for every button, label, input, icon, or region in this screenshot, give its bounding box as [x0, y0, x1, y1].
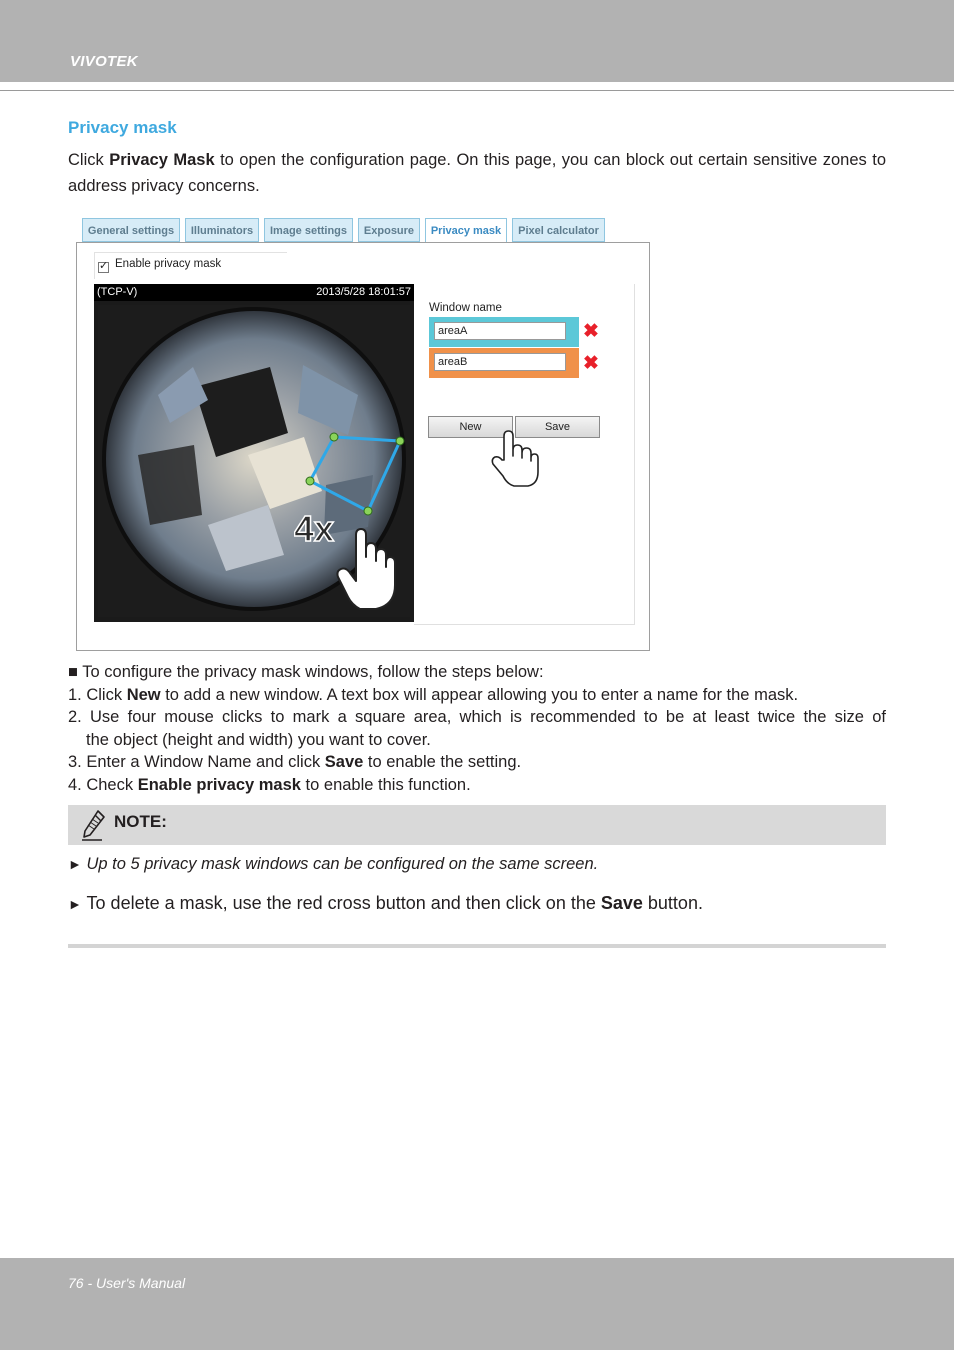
- step-3: 3. Enter a Window Name and click Save to enable the setting.: [68, 753, 522, 771]
- steps-list: [68, 661, 886, 796]
- new-button[interactable]: New: [428, 416, 513, 438]
- tab-privacy-mask[interactable]: Privacy mask: [425, 218, 507, 244]
- delete-mask-icon[interactable]: ✖: [583, 321, 599, 342]
- steps-lead: ■ To configure the privacy mask windows, follow the steps below:: [68, 663, 544, 681]
- privacy-mask-screenshot: [76, 216, 650, 651]
- live-video[interactable]: [94, 284, 414, 622]
- mask-window-row: [429, 317, 579, 347]
- footer-bar: [0, 1258, 954, 1350]
- brand-logo: VIVOTEK: [70, 53, 138, 70]
- header-divider: [0, 90, 954, 91]
- enable-privacy-row: [94, 252, 287, 279]
- hand-pointer-icon: [294, 505, 410, 617]
- enable-privacy-checkbox[interactable]: [98, 262, 109, 273]
- arrow-icon: ►: [68, 896, 82, 912]
- section-divider: [68, 944, 886, 948]
- pencil-icon: [80, 809, 106, 841]
- fisheye-view[interactable]: [98, 305, 410, 617]
- note-banner: [68, 805, 886, 845]
- enable-privacy-label: Enable privacy mask: [115, 258, 222, 270]
- step-2-continued: the object (height and width) you want to cover.: [86, 730, 431, 749]
- tab-general-settings[interactable]: General settings: [82, 218, 180, 242]
- mask-name-input-areaB[interactable]: [434, 353, 566, 371]
- mask-window-row: [429, 348, 579, 378]
- page-number: 76 - User's Manual: [68, 1275, 186, 1291]
- note-line-1: ► Up to 5 privacy mask windows can be configured on the same screen.: [68, 855, 599, 873]
- mask-name-input-areaA[interactable]: [434, 322, 566, 340]
- step-1: 1. Click New to add a new window. A text box will appear allowing you to enter a name for the mask.: [68, 685, 799, 704]
- video-caption-bar: [94, 284, 414, 301]
- tab-illuminators[interactable]: Illuminators: [185, 218, 259, 242]
- video-timestamp: 2013/5/28 18:01:57: [316, 286, 411, 298]
- arrow-icon: ►: [68, 856, 82, 872]
- save-button[interactable]: Save: [515, 416, 600, 438]
- hand-pointer-icon: [490, 430, 540, 488]
- step-4: 4. Check Enable privacy mask to enable this function.: [68, 775, 471, 794]
- note-line-2: ► To delete a mask, use the red cross button and then click on the Save button.: [68, 893, 703, 913]
- window-name-label: Window name: [429, 302, 502, 314]
- section-title: Privacy mask: [68, 118, 177, 137]
- zoom-label: 4x: [294, 508, 335, 549]
- tab-image-settings[interactable]: Image settings: [264, 218, 353, 242]
- delete-mask-icon[interactable]: ✖: [583, 353, 599, 374]
- stream-label: (TCP-V): [97, 286, 138, 298]
- tab-pixel-calculator[interactable]: Pixel calculator: [512, 218, 605, 242]
- header-bar: [0, 0, 954, 82]
- intro-paragraph: Click Privacy Mask to open the configuration page. On this page, you can block out certain sensitive zones to address privacy concerns.: [68, 151, 886, 195]
- note-label: NOTE:: [114, 812, 167, 831]
- tab-exposure[interactable]: Exposure: [358, 218, 420, 242]
- step-2: 2. Use four mouse clicks to mark a square area, which is recommended to be at least twice the size of: [68, 708, 886, 726]
